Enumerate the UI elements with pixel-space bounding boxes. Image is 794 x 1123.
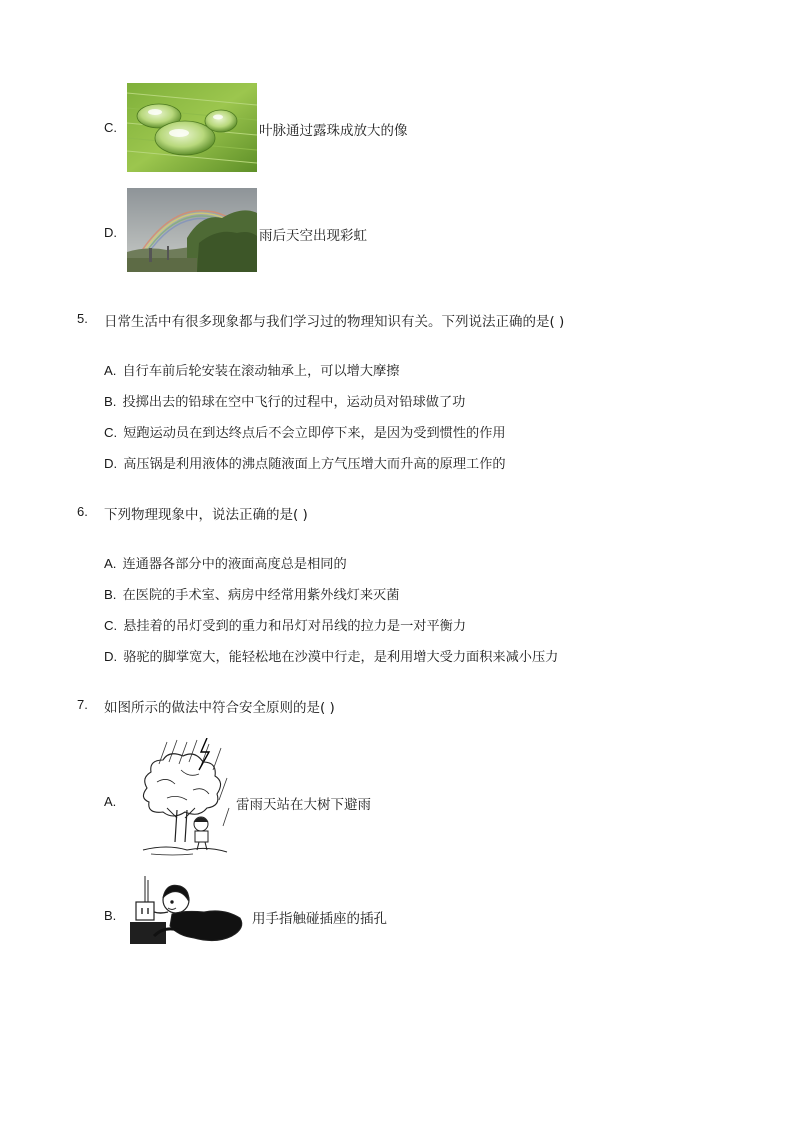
question-number: 7.: [77, 697, 88, 712]
option-caption: 雷雨天站在大树下避雨: [236, 797, 371, 813]
question-number: 6.: [77, 504, 88, 519]
option-caption: 用手指触碰插座的插孔: [252, 911, 387, 927]
option-d[interactable]: [104, 453, 506, 472]
option-caption: 雨后天空出现彩虹: [259, 228, 367, 244]
option-letter: C.: [104, 425, 118, 440]
question-text: 如图所示的做法中符合安全原则的是( ): [104, 700, 335, 716]
option-letter: C.: [104, 120, 117, 135]
option-text: 悬挂着的吊灯受到的重力和吊灯对吊线的拉力是一对平衡力: [123, 619, 467, 634]
option-letter: B.: [104, 394, 117, 409]
question-number: 5.: [77, 311, 88, 326]
option-c[interactable]: [104, 422, 506, 441]
option-caption: 叶脉通过露珠成放大的像: [259, 123, 408, 139]
option-text: 投掷出去的铅球在空中飞行的过程中，运动员对铅球做了功: [122, 395, 466, 410]
option-letter: D.: [104, 225, 117, 240]
option-b[interactable]: [104, 584, 399, 603]
option-letter: A.: [104, 363, 117, 378]
rainbow-photo: [127, 188, 257, 272]
option-b[interactable]: [104, 391, 465, 410]
dewdrop-leaf-photo: [127, 83, 257, 172]
tree-lightning-drawing: [137, 738, 233, 858]
option-d[interactable]: [104, 646, 558, 665]
option-letter: A.: [104, 556, 117, 571]
option-text: 短跑运动员在到达终点后不会立即停下来，是因为受到惯性的作用: [123, 426, 506, 441]
option-text: 在医院的手术室、病房中经常用紫外线灯来灭菌: [122, 588, 400, 603]
option-a[interactable]: [104, 360, 399, 379]
question-text: 日常生活中有很多现象都与我们学习过的物理知识有关。下列说法正确的是( ): [104, 314, 565, 330]
option-text: 自行车前后轮安装在滚动轴承上，可以增大摩擦: [122, 364, 400, 379]
option-a[interactable]: [104, 553, 347, 572]
child-socket-drawing: [124, 866, 248, 958]
option-text: 连通器各部分中的液面高度总是相同的: [122, 557, 347, 572]
option-letter: C.: [104, 618, 118, 633]
option-text: 高压锅是利用液体的沸点随液面上方气压增大而升高的原理工作的: [123, 457, 506, 472]
option-letter: D.: [104, 456, 118, 471]
option-letter: B.: [104, 587, 117, 602]
option-c[interactable]: [104, 615, 466, 634]
option-letter: D.: [104, 649, 118, 664]
option-letter: A.: [104, 794, 117, 809]
question-text: 下列物理现象中，说法正确的是( ): [104, 507, 308, 523]
option-letter: B.: [104, 908, 117, 923]
option-text: 骆驼的脚掌宽大，能轻松地在沙漠中行走，是利用增大受力面积来减小压力: [123, 650, 559, 665]
